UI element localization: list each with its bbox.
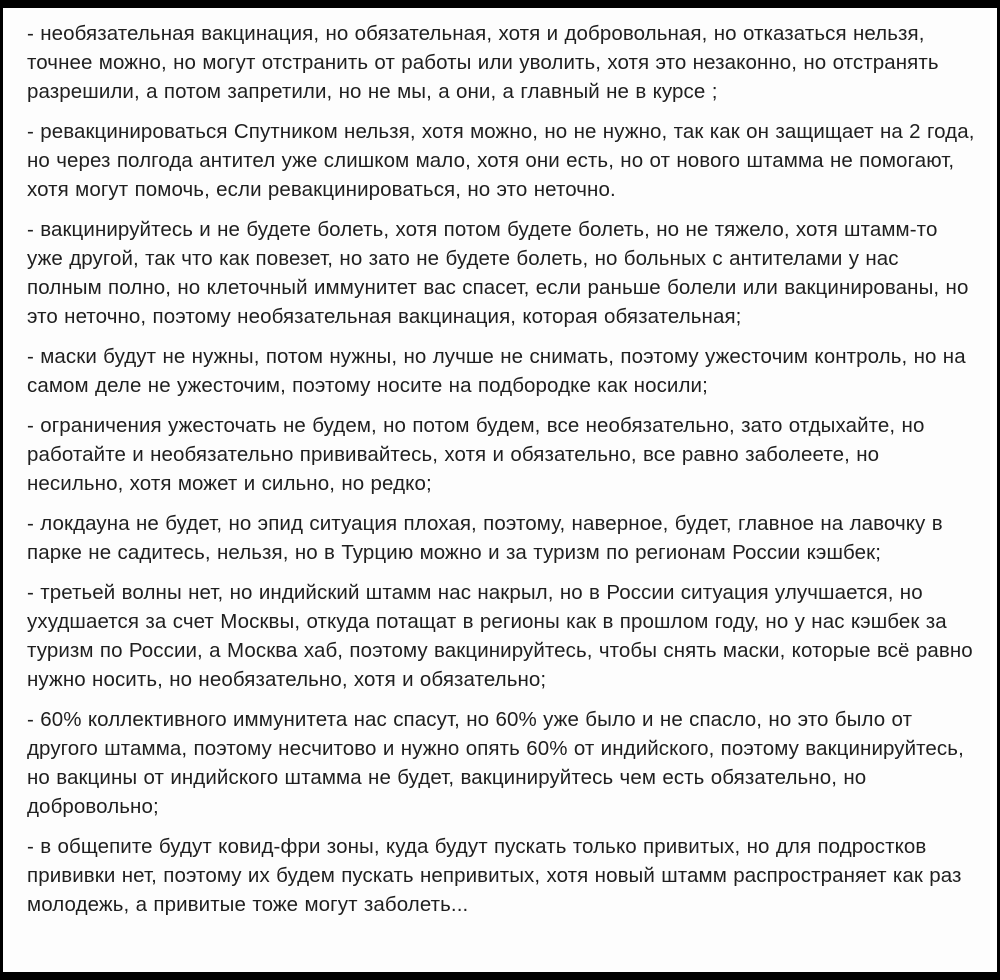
paragraph-restrictions: - ограничения ужесточать не будем, но потом будем, все необязательно, зато отдыхайте, но работайте и необязательно прививайтесь, хотя и обязательно, все равно заболеете, но несильно, хотя может и сильно, но редко; [27,414,925,495]
paragraph-revaccination-sputnik: - ревакцинироваться Спутником нельзя, хотя можно, но не нужно, так как он защищает на 2 года, но через полгода антител уже слишком мало, хотя они есть, но от нового штамма не помогают, хотя могут помочь, если ревакцинироваться, но это неточно. [27,120,975,201]
paragraph-vaccination-optional: - необязательная вакцинация, но обязательная, хотя и добровольная, но отказаться нельзя, точнее можно, но могут отстранить от работы или уволить, хотя это незаконно, но отстранять разрешили, а потом запретили, но не мы, а они, а главный не в курсе ; [27,22,939,103]
paragraph-third-wave: - третьей волны нет, но индийский штамм нас накрыл, но в России ситуация улучшается, но ухудшается за счет Москвы, откуда потащат в регионы как в прошлом году, но у нас кэшбек за туризм по России, а Москва хаб, поэтому вакцинируйтесь, чтобы снять маски, которые всё равно нужно носить, но необязательно, хотя и обязательно; [27,581,973,691]
paragraph-lockdown: - локдауна не будет, но эпид ситуация плохая, поэтому, наверное, будет, главное на лавочку в парке не садитесь, нельзя, но в Турцию можно и за туризм по регионам России кэшбек; [27,512,943,564]
paragraph-covid-free-zones: - в общепите будут ковид-фри зоны, куда будут пускать только привитых, но для подростков прививки нет, поэтому их будем пускать непривитых, хотя новый штамм распространяет как раз молодежь, а привитые тоже могут заболеть... [27,835,962,916]
paragraph-herd-immunity: - 60% коллективного иммунитета нас спасут, но 60% уже было и не спасло, но это было от другого штамма, поэтому несчитово и нужно опять 60% от индийского, поэтому вакцинируйтесь, но вакцины от индийского штамма не будет, вакцинируйтесь чем есть обязательно, но добровольно; [27,708,964,818]
paragraph-masks: - маски будут не нужны, потом нужны, но лучше не снимать, поэтому ужесточим контроль, но на самом деле не ужесточим, поэтому носите на подбородке как носили; [27,345,966,397]
paragraph-vaccinate-no-illness: - вакцинируйтесь и не будете болеть, хотя потом будете болеть, но не тяжело, хотя штамм-то уже другой, так что как повезет, но зато не будете болеть, но больных с антителами у нас полным полно, но клеточный иммунитет вас спасет, если раньше болели или вакцинированы, но это неточно, поэтому необязательная вакцинация, которая обязательная; [27,218,969,328]
